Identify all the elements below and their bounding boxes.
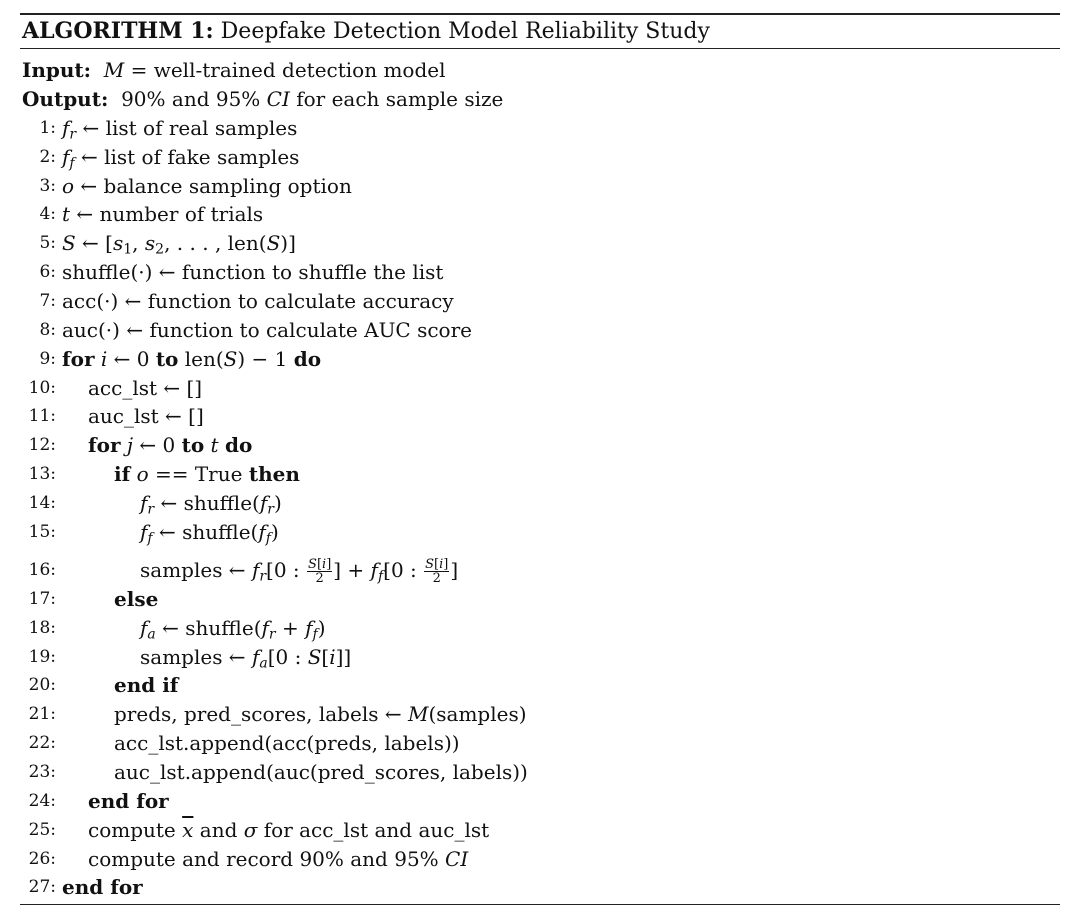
line-number: 6: <box>39 262 56 282</box>
line-number: 25: <box>28 820 56 840</box>
line-code: if o == True then <box>114 462 300 486</box>
line-code: samples ← $f_r[0$ : $\frac{S[i]}{2}$ ] + $f_f[0$ : $\frac{S[i]}{2}$ ] <box>140 557 459 586</box>
line-number: 5: <box>39 233 56 253</box>
line-number: 14: <box>28 493 56 513</box>
line-code: acc_lst.append(acc(preds, labels)) <box>114 731 460 755</box>
fraction: $\frac{S[i]}{2}$ <box>308 557 332 586</box>
line-code: end if <box>114 673 179 697</box>
input-label: Input: <box>22 58 92 82</box>
line-code: preds, pred_scores, labels ← M(samples) <box>114 702 527 726</box>
line-number: 19: <box>28 647 56 667</box>
output-text: 90% and 95% CI for each sample size <box>121 87 504 111</box>
line-code: for j ← 0 to t do <box>88 433 253 457</box>
line-code: $f_r$ ← list of real samples <box>62 116 298 143</box>
line-code: samples ← $f_a[0$ : S[i]] <box>140 645 352 672</box>
line-code: end for <box>62 875 143 899</box>
algorithm-label: ALGORITHM 1: <box>22 18 214 44</box>
line-number: 10: <box>28 378 56 398</box>
line-code: S ← [$s_1$, $s_2$, . . . , len(S)] <box>62 231 296 258</box>
line-number: 8: <box>39 320 56 340</box>
line-code: auc_lst.append(auc(pred_scores, labels)) <box>114 760 528 784</box>
line-number: 21: <box>28 704 56 724</box>
line-number: 1: <box>39 118 56 138</box>
line-code: o ← balance sampling option <box>62 174 352 198</box>
line-code: $f_f$ ← $shuffle(f_f)$ <box>140 520 279 547</box>
line-code: acc(·) ← function to calculate accuracy <box>62 289 454 313</box>
line-code: end for <box>88 789 169 813</box>
algorithm-title <box>22 16 710 46</box>
title-rule <box>20 48 1060 49</box>
line-number: 11: <box>28 406 56 426</box>
line-number: 15: <box>28 522 56 542</box>
line-number: 22: <box>28 733 56 753</box>
line-number: 24: <box>28 791 56 811</box>
line-number: 4: <box>39 204 56 224</box>
line-number: 16: <box>28 560 56 580</box>
output-label: Output: <box>22 87 109 111</box>
line-number: 23: <box>28 762 56 782</box>
line-number: 9: <box>39 349 56 369</box>
algorithm-name: Deepfake Detection Model Reliability Study <box>220 19 710 44</box>
line-number: 26: <box>28 849 56 869</box>
line-number: 27: <box>28 877 56 897</box>
line-code: auc(·) ← function to calculate AUC score <box>62 318 472 342</box>
line-code: t ← number of trials <box>62 202 264 226</box>
line-code: $f_r$ ← $shuffle(f_r)$ <box>140 491 282 518</box>
line-number: 20: <box>28 675 56 695</box>
line-number: 13: <box>28 464 56 484</box>
line-code: acc_lst ← [] <box>88 376 203 400</box>
line-code: shuffle(·) ← function to shuffle the list <box>62 260 444 284</box>
line-code: else <box>114 587 159 611</box>
line-code: compute $\overline{x}$ and σ for acc_lst and auc_lst <box>88 818 490 842</box>
line-number: 12: <box>28 435 56 455</box>
line-code: for i ← 0 to len(S) − 1 do <box>62 347 322 371</box>
line-number: 17: <box>28 589 56 609</box>
line-code: $f_a$ ← $shuffle(f_r + f_f)$ <box>140 616 326 643</box>
line-number: 7: <box>39 291 56 311</box>
line-number: 18: <box>28 618 56 638</box>
line-code: compute and record 90% and 95% CI <box>88 847 469 871</box>
line-number: 2: <box>39 147 56 167</box>
top-rule <box>20 13 1060 15</box>
line-number: 3: <box>39 176 56 196</box>
algorithm-block <box>20 0 1060 917</box>
fraction: $\frac{S[i]}{2}$ <box>425 557 449 586</box>
input-text: M = well-trained detection model <box>103 58 446 82</box>
line-code: auc_lst ← [] <box>88 404 204 428</box>
line-code: $f_f$ ← list of fake samples <box>62 145 300 172</box>
bottom-rule <box>20 904 1060 905</box>
